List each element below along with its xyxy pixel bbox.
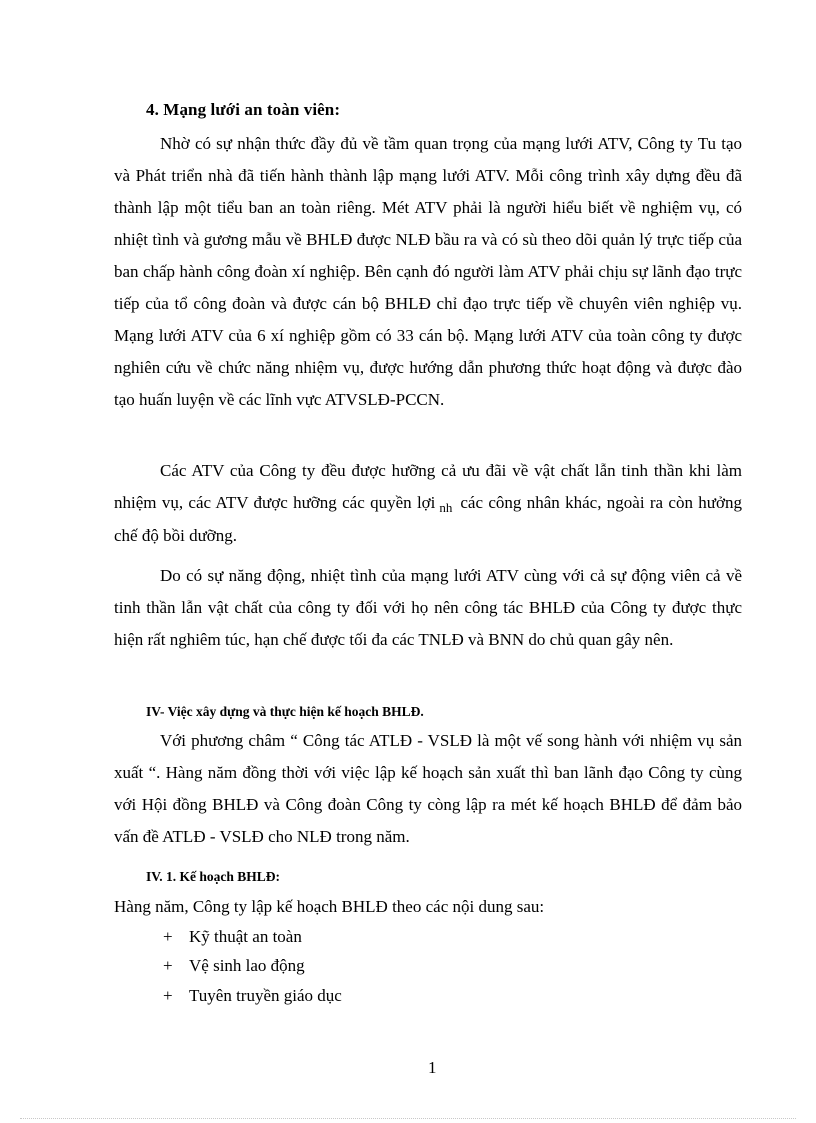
- section-4-paragraph-2: [114, 455, 742, 552]
- section-iv-paragraph-text: Với phương châm “ Công tác ATLĐ - VSLĐ là một vế song hành với nhiệm vụ sản xuất “. Hàng năm đồng thời với việc lập kế hoạch sản xuất thì ban lãnh đạo Công ty cùng với Hội đồng BHLĐ và Công đoàn Công ty còng lập ra mét kế hoạch BHLĐ để đảm bảo vấn đề ATLĐ - VSLĐ cho NLĐ trong năm.: [114, 731, 742, 846]
- plus-bullet: +: [163, 986, 173, 1005]
- list-item: [163, 986, 342, 1006]
- section-4-paragraph-2-text-b: các công nhân khác, ngoài ra còn hưởng chế độ bồi dưỡng.: [114, 493, 742, 545]
- section-iv-1-heading: IV. 1. Kế hoạch BHLĐ:: [146, 869, 281, 884]
- page-number: 1: [428, 1058, 437, 1077]
- list-item-label: Kỹ thuật an toàn: [189, 927, 302, 946]
- section-4-paragraph-1: [114, 128, 742, 416]
- list-item: [163, 927, 302, 947]
- section-iv-1-intro: Hàng năm, Công ty lập kế hoạch BHLĐ theo các nội dung sau:: [114, 897, 545, 916]
- list-item-label: Tuyên truyền giáo dục: [189, 986, 342, 1005]
- section-4-heading: 4. Mạng lưới an toàn viên:: [146, 100, 341, 119]
- section-4-paragraph-1-text: Nhờ có sự nhận thức đầy đủ về tầm quan trọng của mạng lưới ATV, Công ty Tu tạo và Phát triển nhà đã tiến hành thành lập mạng lưới ATV. Mỗi công trình xây dựng đều đã thành lập một tiểu ban an toàn riêng. Mét ATV phải là người hiểu biết về nghiệm vụ, có nhiệt tình và gương mẫu về BHLĐ được NLĐ bầu ra và có sù theo dõi quản lý trực tiếp của ban chấp hành công đoàn xí nghiệp. Bên cạnh đó người làm ATV phải chịu sự lãnh đạo trực tiếp của tổ công đoàn và được cán bộ BHLĐ chỉ đạo trực tiếp về chuyên viên nghiệp vụ. Mạng lưới ATV của 6 xí nghiệp gồm có 33 cán bộ. Mạng lưới ATV của toàn công ty được nghiên cứu về chức năng nhiệm vụ, được hướng dẫn phương thức hoạt động và được đào tạo huấn luyện về các lĩnh vực ATVSLĐ-PCCN.: [114, 134, 742, 409]
- section-iv-heading: IV- Việc xây dựng và thực hiện kế hoạch BHLĐ.: [146, 704, 424, 719]
- section-4-paragraph-3-text: Do có sự năng động, nhiệt tình của mạng lưới ATV cùng với cả sự động viên cả về tinh thần lẫn vật chất của công ty đối với họ nên công tác BHLĐ của Công ty được thực hiện rất nghiêm túc, hạn chế được tối đa các TNLĐ và BNN do chủ quan gây nên.: [114, 566, 742, 649]
- plus-bullet: +: [163, 956, 173, 975]
- page-bottom-divider: [20, 1118, 796, 1119]
- list-item: [163, 956, 305, 976]
- section-iv-paragraph: [114, 725, 742, 853]
- plus-bullet: +: [163, 927, 173, 946]
- section-4-paragraph-3: [114, 560, 742, 656]
- section-4-paragraph-2-small-text: nh: [439, 500, 453, 515]
- list-item-label: Vệ sinh lao động: [189, 956, 305, 975]
- section-4-paragraph-2-text-a: Các ATV của Công ty đều được hưỡng cả ưu đãi về vật chất lẫn tinh thần khi làm nhiệm vụ, các ATV được hưỡng các quyền lợi: [114, 461, 742, 512]
